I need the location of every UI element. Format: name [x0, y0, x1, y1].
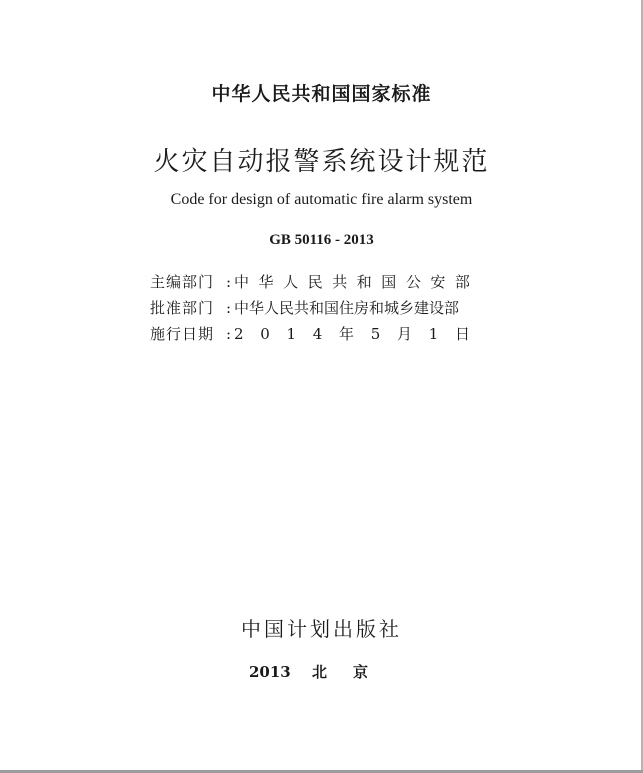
sponsor-value: [234, 269, 470, 295]
sponsor-char: 和: [356, 273, 372, 291]
sponsor-char: 部: [454, 273, 470, 291]
date-char: 日: [454, 325, 470, 343]
sponsor-char: 人: [283, 273, 299, 291]
approver-row: [150, 295, 470, 321]
approver-label: 批准部门: [150, 299, 215, 317]
date-char: 1: [286, 325, 297, 343]
sponsor-char: 国: [381, 273, 397, 291]
sponsor-char: 中: [234, 273, 250, 291]
publication-line: [0, 661, 643, 682]
effective-date-separator: :: [226, 325, 232, 343]
sponsor-char: 共: [332, 273, 348, 291]
english-title: Code for design of automatic fire alarm system: [170, 191, 473, 208]
standard-code: GB 50116 - 2013: [269, 232, 374, 248]
metadata-block: [150, 269, 470, 347]
effective-date-label: 施行日期: [150, 325, 215, 343]
sponsor-separator: :: [226, 273, 232, 291]
publication-year: 2013: [249, 663, 291, 681]
date-char: 1: [428, 325, 439, 343]
date-char: 4: [312, 325, 323, 343]
date-char: 年: [339, 325, 355, 343]
sponsor-char: 安: [430, 273, 446, 291]
standard-type-label: 中华人民共和国国家标准: [211, 83, 432, 105]
publisher-name: 中国计划出版社: [241, 617, 402, 641]
date-char: 月: [396, 325, 412, 343]
effective-date-value: [234, 321, 470, 347]
approver-separator: :: [226, 299, 232, 317]
sponsor-label: 主编部门: [150, 273, 215, 291]
date-char: 5: [370, 325, 381, 343]
sponsor-char: 华: [258, 273, 274, 291]
approver-value: 中华人民共和国住房和城乡建设部: [234, 299, 460, 317]
sponsor-char: 公: [405, 273, 421, 291]
publication-city: 北京: [311, 663, 394, 681]
chinese-title: 火灾自动报警系统设计规范: [153, 147, 490, 177]
sponsor-char: 民: [307, 273, 323, 291]
sponsor-row: [150, 269, 470, 295]
date-char: 2: [234, 325, 244, 343]
date-char: 0: [260, 325, 270, 343]
effective-date-row: [150, 321, 470, 347]
